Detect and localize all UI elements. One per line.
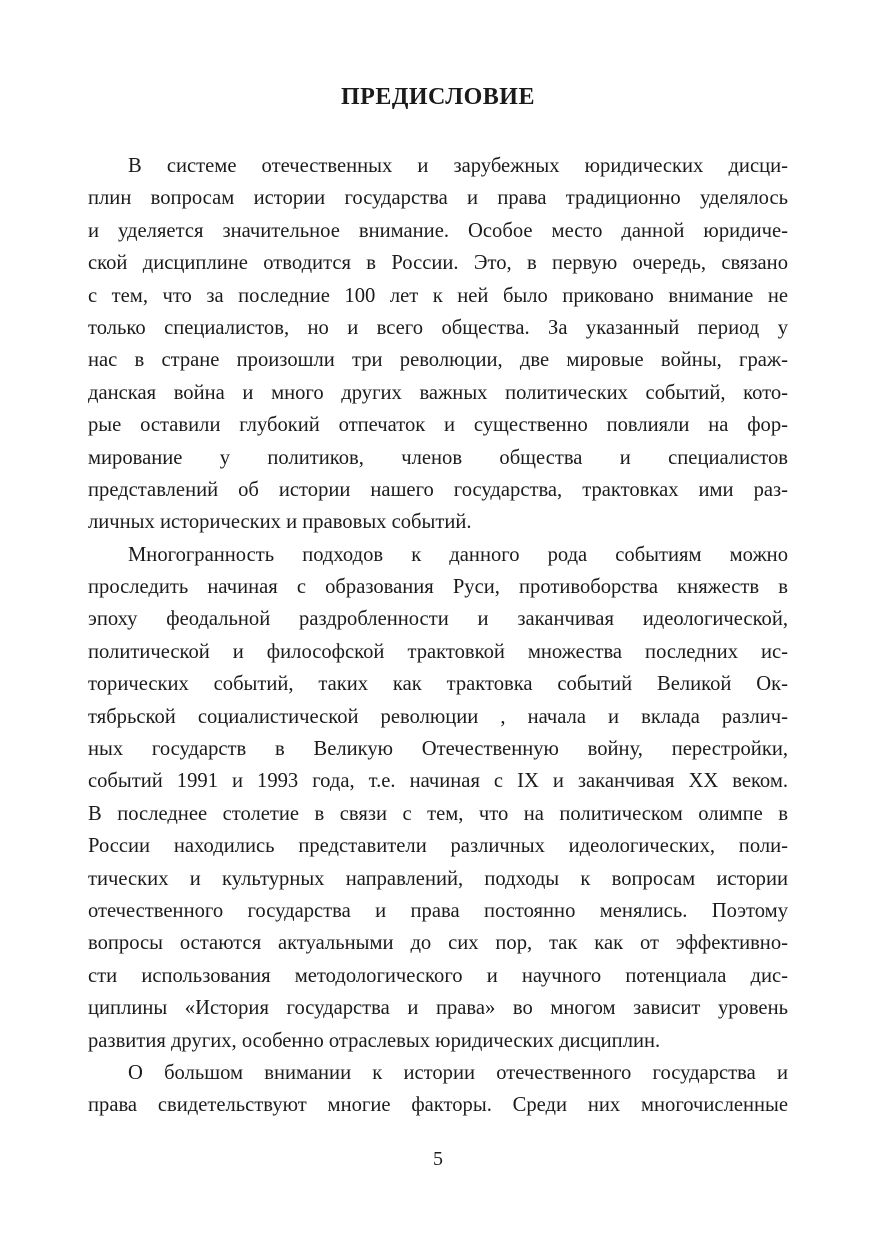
text-line: циплины «История государства и права» во многом зависит уровень: [88, 997, 788, 1020]
paragraph-3: [88, 1057, 788, 1122]
text-line: и уделяется значительное внимание. Особое место данной юридиче-: [88, 219, 788, 242]
paragraph-2: [88, 539, 788, 1057]
text-line: событий 1991 и 1993 года, т.е. начиная с IX и заканчивая XX веком.: [88, 770, 788, 793]
text-line: В последнее столетие в связи с тем, что на политическом олимпе в: [88, 802, 788, 825]
text-line: Многогранность подходов к данного рода событиям можно: [128, 543, 788, 566]
text-line: плин вопросам истории государства и права традиционно уделялось: [88, 187, 788, 210]
text-line: вопросы остаются актуальными до сих пор, так как от эффективно-: [88, 932, 788, 955]
text-line: сти использования методологического и научного потенциала дис-: [88, 964, 788, 987]
page-title: ПРЕДИСЛОВИЕ: [341, 84, 535, 110]
text-line: эпоху феодальной раздробленности и заканчивая идеологической,: [88, 608, 788, 631]
page-number: 5: [433, 1148, 443, 1170]
text-line: политической и философской трактовкой множества последних ис-: [88, 640, 788, 663]
text-line: только специалистов, но и всего общества. За указанный период у: [88, 316, 788, 339]
text-line: отечественного государства и права постоянно менялись. Поэтому: [88, 899, 788, 922]
text-line: торических событий, таких как трактовка событий Великой Ок-: [88, 673, 788, 696]
text-line: В системе отечественных и зарубежных юридических дисци-: [128, 155, 788, 177]
text-line: права свидетельствуют многие факторы. Среди них многочисленные: [88, 1094, 788, 1117]
text-line: ской дисциплине отводится в России. Это, в первую очередь, связано: [88, 252, 788, 275]
paragraph-1: [88, 150, 788, 539]
text-line: личных исторических и правовых событий.: [88, 511, 472, 534]
text-line: развития других, особенно отраслевых юридических дисциплин.: [88, 1029, 661, 1052]
text-line: с тем, что за последние 100 лет к ней было приковано внимание не: [88, 284, 788, 307]
body-text: [88, 150, 788, 1122]
text-line: рые оставили глубокий отпечаток и существенно повлияли на фор-: [88, 414, 788, 437]
text-line: нас в стране произошли три революции, две мировые войны, граж-: [88, 349, 788, 372]
text-line: данская война и много других важных политических событий, кото-: [88, 381, 788, 404]
text-line: ных государств в Великую Отечественную войну, перестройки,: [88, 738, 788, 761]
text-line: тябрьской социалистической революции , начала и вклада различ-: [88, 705, 788, 728]
text-line: России находились представители различных идеологических, поли-: [88, 835, 788, 858]
text-line: представлений об истории нашего государства, трактовках ими раз-: [88, 478, 788, 501]
text-line: проследить начиная с образования Руси, противоборства княжеств в: [88, 576, 788, 599]
text-line: тических и культурных направлений, подходы к вопросам истории: [88, 867, 788, 890]
text-line: мирование у политиков, членов общества и специалистов: [88, 446, 788, 469]
text-line: О большом внимании к истории отечественного государства и: [128, 1061, 788, 1084]
